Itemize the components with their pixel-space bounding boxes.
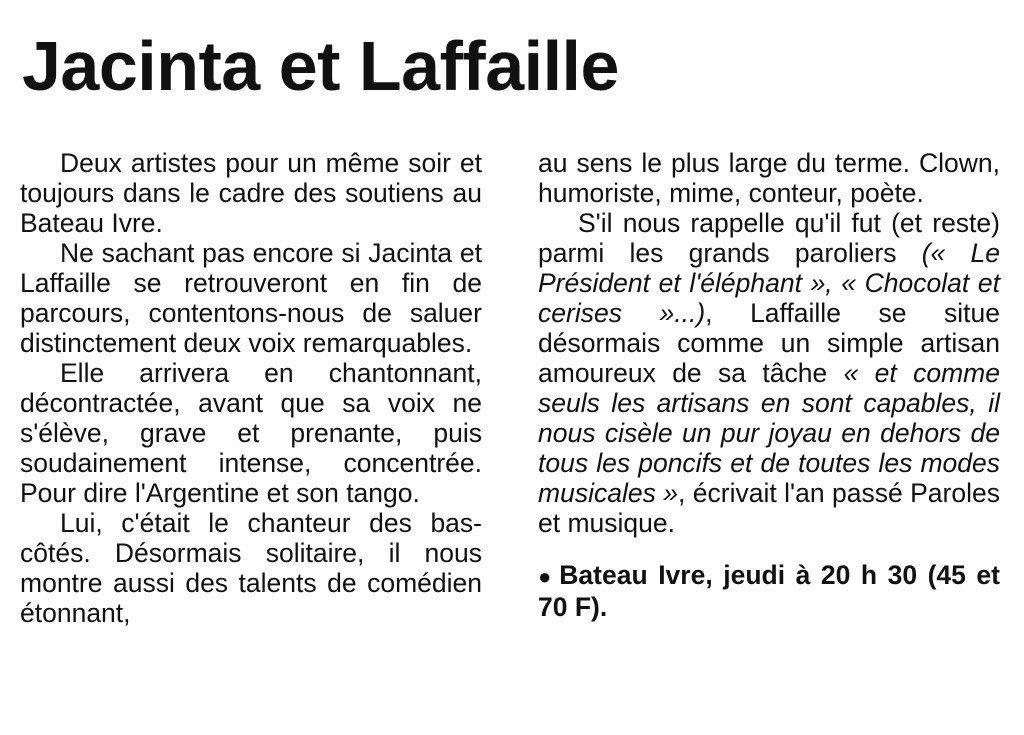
event-info-text: Bateau Ivre, jeudi à 20 h 30 (45 et 70 F). [538,560,1000,622]
text-segment: , écrivait l'an passé Paroles et musique. [538,478,1000,538]
headline: Jacinta et Laffaille [22,27,619,105]
song-titles-quote: (« Le Président et l'éléphant », « Chocolat et cerises »...) [538,238,1000,328]
text-segment: , Laffaille se situe désormais comme un simple artisan amoureux de sa tâche [538,298,1001,388]
paragraph: Ne sachant pas encore si Jacinta et Laffaille se retrouveront en fin de parcours, contentons-nous de saluer distinctement deux voix remarquables. [20,238,482,358]
paragraph: Deux artistes pour un même soir et toujours dans le cadre des soutiens au Bateau Ivre. [20,148,482,238]
article-column-right [538,148,1000,622]
text-segment: S'il nous rappelle qu'il fut (et reste) parmi les grands paroliers [538,208,1000,268]
paragraph: au sens le plus large du terme. Clown, humoriste, mime, conteur, poète. [538,148,1000,208]
article-column-left [20,148,482,628]
bullet-icon: ● [538,564,552,589]
paragraph: Lui, c'était le chanteur des bas-côtés. Désormais solitaire, il nous montre aussi des talents de comédien étonnant, [20,508,482,628]
paragraph: Elle arrivera en chantonnant, décontractée, avant que sa voix ne s'élève, grave et prenante, puis soudainement intense, concentrée. Pour dire l'Argentine et son tango. [20,358,482,508]
event-info [538,560,1000,622]
press-quote: « et comme seuls les artisans en sont capables, il nous cisèle un pur joyau en dehors de tous les poncifs et de toutes les modes musicales » [538,358,1000,508]
paragraph-quotes [538,208,1000,538]
